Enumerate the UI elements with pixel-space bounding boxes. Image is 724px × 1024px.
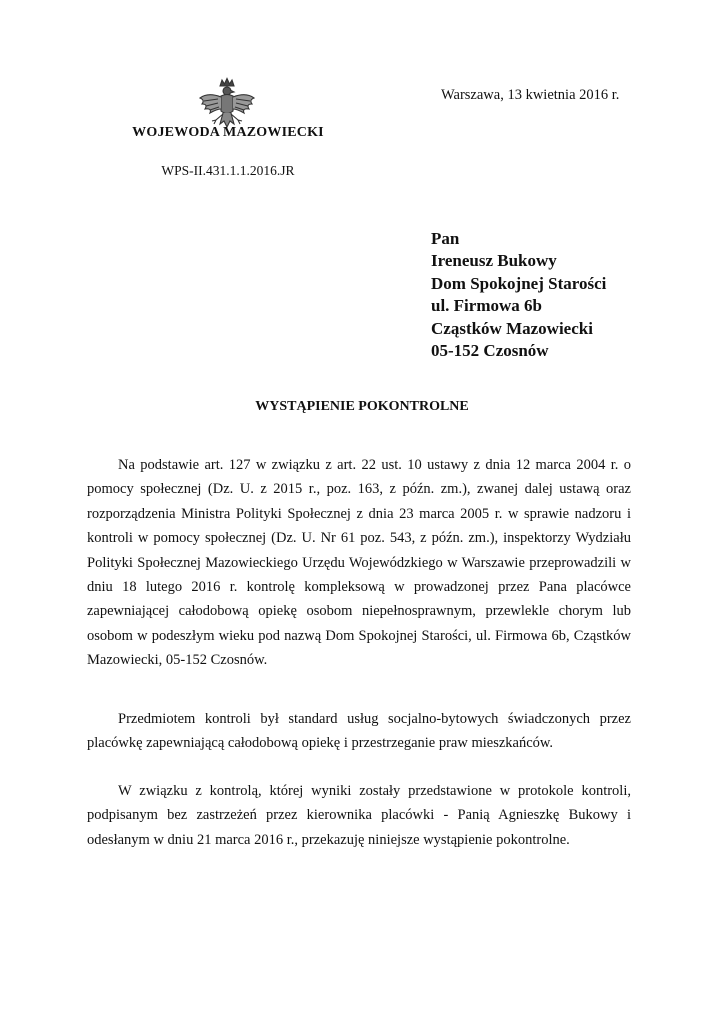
- recipient-line: Ireneusz Bukowy: [431, 251, 557, 271]
- body-paragraph: Przedmiotem kontroli był standard usług socjalno-bytowych świadczonych przez placówkę zapewniającą całodobową opiekę i przestrzeganie praw mieszkańców.: [87, 711, 631, 752]
- recipient-line: ul. Firmowa 6b: [431, 296, 542, 316]
- body-paragraph: Na podstawie art. 127 w związku z art. 22 ust. 10 ustawy z dnia 12 marca 2004 r. o pomocy społecznej (Dz. U. z 2015 r., poz. 163, z późn. zm.), zwanej dalej ustawą oraz rozporządzenia Ministra Polityki Społecznej z dnia 23 marca 2005 r. w sprawie nadzoru i kontroli w pomocy społecznej (Dz. U. Nr 61 poz. 543, z późn. zm.), inspektorzy Wydziału Polityki Społecznej Mazowieckiego Urzędu Wojewódzkiego w Warszawie przeprowadzili w dniu 18 lutego 2016 r. kontrolę kompleksową w prowadzonej przez Pana placówce zapewniającej całodobową opiekę osobom niepełnosprawnym, przewlekle chorym lub osobom w podeszłym wieku pod nazwą Dom Spokojnej Starości, ul. Firmowa 6b, Cząstków Mazowiecki, 05-152 Czosnów.: [87, 457, 631, 669]
- recipient-line: Dom Spokojnej Starości: [431, 273, 607, 293]
- recipient-line: Cząstków Mazowiecki: [431, 318, 593, 338]
- place-and-date: Warszawa, 13 kwietnia 2016 r.: [441, 87, 620, 103]
- reference-number: WPS-II.431.1.1.2016.JR: [161, 163, 295, 178]
- document-title: WYSTĄPIENIE POKONTROLNE: [255, 399, 469, 414]
- recipient-line: Pan: [431, 229, 460, 248]
- body-paragraph: W związku z kontrolą, której wyniki zostały przedstawione w protokole kontroli, podpisanym bez zastrzeżeń przez kierownika placówki - Panią Agnieszkę Bukowy i odesłanym w dniu 21 marca 2016 r., przekazuję niniejsze wystąpienie pokontrolne.: [87, 783, 631, 848]
- recipient-address: [431, 228, 606, 362]
- recipient-line: 05-152 Czosnów: [431, 341, 549, 361]
- authority-name: WOJEWODA MAZOWIECKI: [132, 125, 324, 140]
